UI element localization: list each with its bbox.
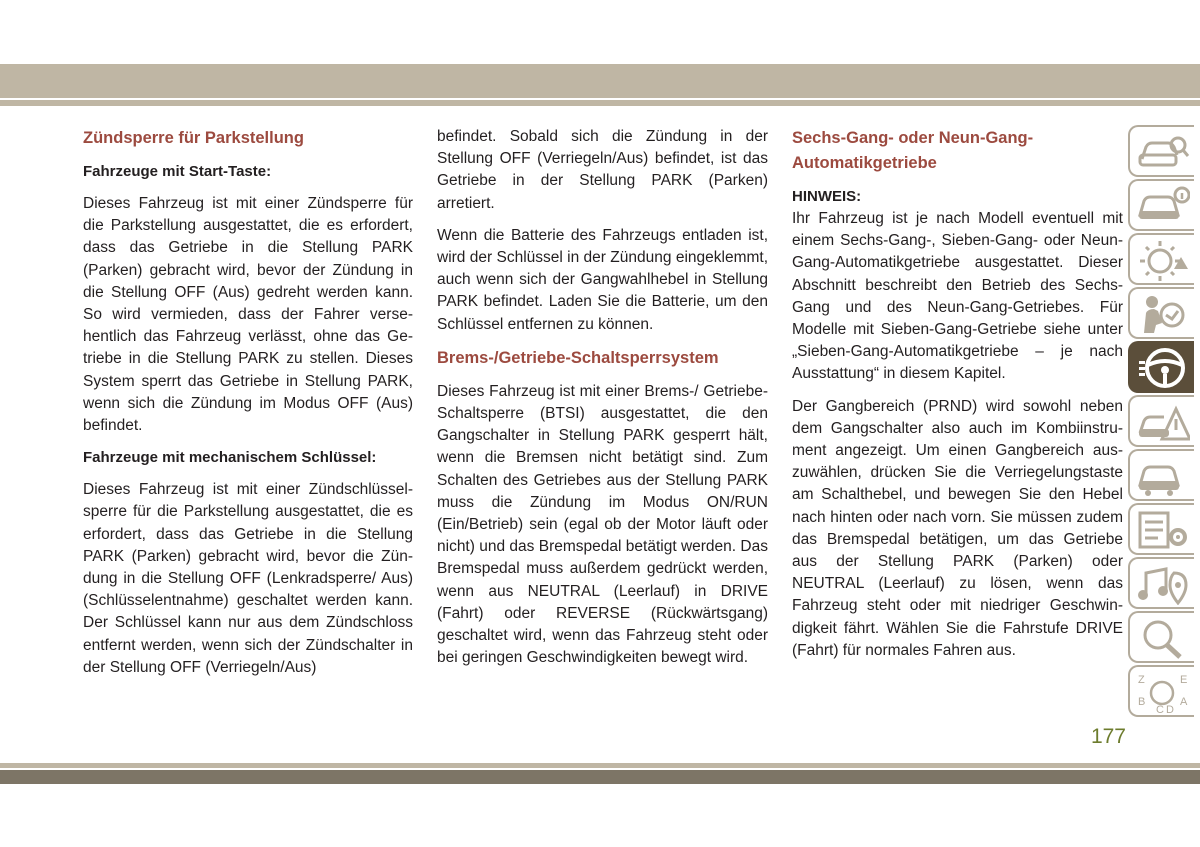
header-rule	[0, 100, 1200, 106]
footer-rule	[0, 763, 1200, 768]
paragraph-continued: befindet. Sobald sich die Zündung in der Stellung OFF (Verriegeln/Aus) befindet, ist das Getriebe in der Stellung PARK (Parken) arretiert.	[437, 128, 768, 212]
footer-band	[0, 770, 1200, 784]
tab-car-service[interactable]	[1128, 449, 1194, 501]
car-info-icon	[1136, 185, 1190, 227]
magnifier-icon	[1136, 617, 1190, 659]
tab-multimedia[interactable]	[1128, 557, 1194, 609]
steering-wheel-icon	[1136, 347, 1190, 389]
multimedia-icon	[1136, 563, 1190, 605]
column-left	[83, 126, 413, 689]
tab-car-search[interactable]	[1128, 125, 1194, 177]
tab-roadside-emergency[interactable]	[1128, 395, 1194, 447]
section-heading-brake-shift-interlock: Brems-/Getriebe-Schaltsperrsystem	[437, 348, 719, 367]
svg-text:E: E	[1180, 674, 1188, 686]
tab-starting-driving[interactable]	[1128, 341, 1194, 393]
header-band	[0, 64, 1200, 98]
section-heading-ignition-park-interlock: Zündsperre für Parkstellung	[83, 129, 304, 147]
tab-airbag-safety[interactable]	[1128, 287, 1194, 339]
subheading-start-button: Fahrzeuge mit Start-Taste:	[83, 163, 272, 180]
tab-alphabetical-index[interactable]	[1128, 665, 1194, 717]
note-title: HINWEIS:	[792, 188, 862, 205]
settings-list-icon	[1136, 509, 1190, 551]
tab-warning-lights[interactable]	[1128, 233, 1194, 285]
car-search-icon	[1136, 131, 1190, 173]
section-heading-automatic-transmission: Sechs-Gang- oder Neun-Gang-Automatikgetriebe	[792, 129, 1034, 172]
paragraph-gear-range: Der Gangbereich (PRND) wird sowohl neben dem Gangschalter also auch im Kombiinstrument angezeigt. Um einen Gangbereich auszuwählen, drücken Sie die Verriegelungstaste am Schalthebel, und bewegen Sie den Hebel nach hinten oder nach vorn. Sie müssen zudem das Bremspedal betätigen, um das Getriebe aus der Stellung PARK (Parken) oder NEUTRAL (Leerlauf) zu lösen, wenn das Fahrzeug steht oder mit niedriger Geschwindigkeit fährt. Wählen Sie die Fahrstufe DRIVE (Fahrt) für normales Fahren aus.	[792, 397, 1123, 659]
tab-technical-data[interactable]	[1128, 503, 1194, 555]
warning-lights-icon	[1136, 239, 1190, 281]
car-service-icon	[1136, 455, 1190, 497]
column-right	[792, 126, 1123, 672]
roadside-warning-icon	[1136, 401, 1190, 443]
tab-car-info[interactable]	[1128, 179, 1194, 231]
svg-text:D: D	[1166, 704, 1174, 713]
paragraph-battery: Wenn die Batterie des Fahrzeugs entladen ist, wird der Schlüssel in der Zündung eingeklemmt, auch wenn sich der Gangwahlhebel in Stellung PARK befindet. Laden Sie die Batterie, um den Schlüssel entfernen zu können.	[437, 226, 768, 333]
page-number: 177	[1090, 725, 1126, 748]
note-body: Ihr Fahrzeug ist je nach Modell eventuell mit einem Sechs-Gang-, Sieben-Gang- oder Neun-Gang-Automatikgetriebe ausgestattet. Dieser Abschnitt beschreibt den Betrieb des Sechs-Gang und des Neun-Gang-Getriebes. Für Modelle mit Sieben-Gang-Getriebe siehe unter „Sieben-Gang-Automatikgetriebe – je nach Ausstattung“ in diesem Kapitel.	[792, 210, 1123, 383]
alphabet-index-icon	[1136, 671, 1190, 713]
svg-text:A: A	[1180, 696, 1188, 708]
column-middle	[437, 126, 768, 679]
subheading-mechanical-key: Fahrzeuge mit mechanischem Schlüssel:	[83, 449, 377, 467]
airbag-person-icon	[1136, 293, 1190, 335]
svg-text:Z: Z	[1138, 674, 1145, 686]
paragraph-start-button: Dieses Fahrzeug ist mit einer Zündsperre für die Parkstellung ausgestattet, die es erfordert, dass das Getriebe in die Stellung PARK (Parken) gebracht wird, bevor der Zündung in die Stellung OFF (Aus) gedreht werden kann. So wird vermieden, dass der Fahrer versehentlich das Fahrzeug verlässt, ohne das Getriebe in die Stellung PARK zu stellen. Dieses System sperrt das Getriebe in Stellung PARK, wenn sich die Zündung im Modus OFF (Aus) befindet.	[83, 195, 413, 435]
svg-text:C: C	[1156, 704, 1164, 713]
svg-text:B: B	[1138, 696, 1146, 708]
paragraph-mechanical-key: Dieses Fahrzeug ist mit einer Zündschlüsselsperre für die Parkstellung ausgestattet, die es erfordert, dass das Getriebe in die Stellung PARK (Parken) gebracht wird, bevor die Zündung in die Stellung OFF (Lenkradsperre/ Aus) (Schlüsselentnahme) geschaltet werden kann. Der Schlüssel kann nur aus dem Zündschloss entfernt werden, wenn sich der Zündschalter in der Stellung OFF (Verriegeln/Aus)	[83, 481, 413, 676]
tab-index-search[interactable]	[1128, 611, 1194, 663]
paragraph-btsi: Dieses Fahrzeug ist mit einer Brems-/ Getriebe-Schaltsperre (BTSI) ausgestattet, die den Gangschalter in Stellung PARK gesperrt hält, wenn die Bremsen nicht betätigt sind. Zum Schalten des Getriebes aus der Stellung PARK muss die Zündung im Modus ON/RUN (Ein/Betrieb) sein (egal ob der Motor läuft oder nicht) und das Bremspedal betätigt werden. Das Bremspedal muss außerdem gedrückt werden, wenn aus NEUTRAL (Leerlauf) in DRIVE (Fahrt) oder REVERSE (Rückwärtsgang) geschaltet wird, wenn das Fahrzeug steht oder bei geringen Geschwindigkeiten bewegt wird.	[437, 382, 768, 667]
